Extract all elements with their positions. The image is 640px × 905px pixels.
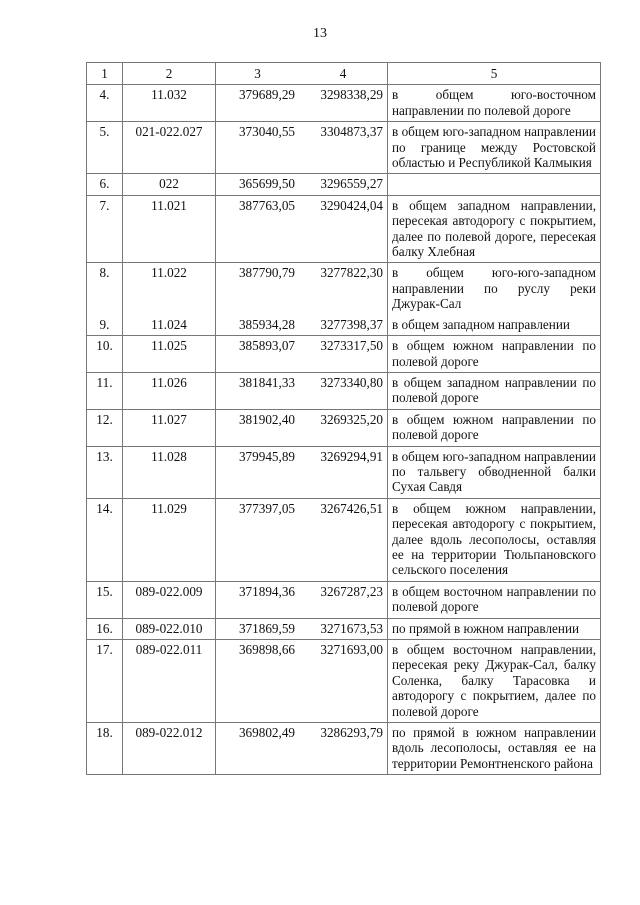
point-id: 11.032 — [123, 85, 216, 122]
boundary-description — [388, 174, 601, 195]
coordinate-y: 3269325,20 — [299, 409, 388, 446]
boundary-description: в общем южном направлении по полевой дороге — [388, 336, 601, 373]
point-id: 11.029 — [123, 498, 216, 581]
boundary-description: в общем западном направлении, пересекая автодорогу с покрытием, далее по полевой дороге, пересекая балку Хлебная — [388, 195, 601, 263]
point-id: 089-022.009 — [123, 581, 216, 618]
page-number: 13 — [313, 26, 327, 41]
table-header-row — [87, 63, 601, 85]
boundary-description: в общем южном направлении, пересекая автодорогу с покрытием, далее вдоль лесополосы, оставляя ее на территории Тюльпановского сельского поселения — [388, 498, 601, 581]
coordinate-y: 3296559,27 — [299, 174, 388, 195]
table-row — [87, 640, 601, 723]
boundary-description: в общем юго-западном направлении по тальвегу обводненной балки Сухая Савдя — [388, 446, 601, 498]
column-header: 3 — [216, 63, 300, 85]
table-row — [87, 409, 601, 446]
coordinate-y: 3269294,91 — [299, 446, 388, 498]
boundary-description: в общем западном направлении — [388, 315, 601, 336]
row-number: 18. — [87, 723, 123, 775]
coordinate-y: 3267426,51 — [299, 498, 388, 581]
table-row — [87, 263, 601, 315]
coordinate-x: 381902,40 — [216, 409, 300, 446]
point-id: 089-022.010 — [123, 618, 216, 639]
column-header: 1 — [87, 63, 123, 85]
coordinate-y: 3277398,37 — [299, 315, 388, 336]
coordinate-x: 373040,55 — [216, 122, 300, 174]
coordinate-x: 387790,79 — [216, 263, 300, 315]
point-id: 021-022.027 — [123, 122, 216, 174]
row-number: 14. — [87, 498, 123, 581]
boundary-description: в общем западном направлении по полевой дороге — [388, 372, 601, 409]
coordinate-y: 3298338,29 — [299, 85, 388, 122]
table-row — [87, 174, 601, 195]
row-number: 11. — [87, 372, 123, 409]
point-id: 089-022.012 — [123, 723, 216, 775]
boundary-description: в общем южном направлении по полевой дороге — [388, 409, 601, 446]
point-id: 11.024 — [123, 315, 216, 336]
table-body — [87, 85, 601, 775]
coordinate-y: 3273340,80 — [299, 372, 388, 409]
row-number: 15. — [87, 581, 123, 618]
row-number: 10. — [87, 336, 123, 373]
coordinate-x: 381841,33 — [216, 372, 300, 409]
boundary-description: в общем восточном направлении, пересекая реку Джурак-Сал, балку Соленка, балку Тарасовка и автодорогу с покрытием, далее по полевой дороге — [388, 640, 601, 723]
row-number: 12. — [87, 409, 123, 446]
table-row — [87, 446, 601, 498]
boundary-description: в общем восточном направлении по полевой дороге — [388, 581, 601, 618]
point-id: 089-022.011 — [123, 640, 216, 723]
coordinate-x: 371869,59 — [216, 618, 300, 639]
point-id: 11.026 — [123, 372, 216, 409]
point-id: 11.027 — [123, 409, 216, 446]
coordinate-x: 387763,05 — [216, 195, 300, 263]
boundary-points-table — [86, 62, 601, 775]
boundary-description: в общем юго-юго-западном направлении по руслу реки Джурак-Сал — [388, 263, 601, 315]
point-id: 11.025 — [123, 336, 216, 373]
coordinate-x: 377397,05 — [216, 498, 300, 581]
table-row — [87, 195, 601, 263]
coordinate-y: 3273317,50 — [299, 336, 388, 373]
point-id: 11.022 — [123, 263, 216, 315]
row-number: 17. — [87, 640, 123, 723]
row-number: 6. — [87, 174, 123, 195]
table-row — [87, 581, 601, 618]
coordinate-x: 365699,50 — [216, 174, 300, 195]
row-number: 8. — [87, 263, 123, 315]
row-number: 9. — [87, 315, 123, 336]
table-row — [87, 618, 601, 639]
table-row — [87, 336, 601, 373]
coordinate-x: 369898,66 — [216, 640, 300, 723]
coordinate-x: 371894,36 — [216, 581, 300, 618]
point-id: 11.028 — [123, 446, 216, 498]
coordinate-x: 379689,29 — [216, 85, 300, 122]
point-id: 11.021 — [123, 195, 216, 263]
boundary-description: по прямой в южном направлении — [388, 618, 601, 639]
row-number: 5. — [87, 122, 123, 174]
coordinate-y: 3286293,79 — [299, 723, 388, 775]
table-row — [87, 315, 601, 336]
coordinate-y: 3271673,53 — [299, 618, 388, 639]
coordinate-x: 369802,49 — [216, 723, 300, 775]
coordinate-x: 385934,28 — [216, 315, 300, 336]
boundary-description: в общем юго-западном направлении по границе между Ростовской областью и Республикой Калмыкия — [388, 122, 601, 174]
column-header: 2 — [123, 63, 216, 85]
row-number: 7. — [87, 195, 123, 263]
coordinate-y: 3277822,30 — [299, 263, 388, 315]
boundary-description: в общем юго-восточном направлении по полевой дороге — [388, 85, 601, 122]
coordinate-y: 3271693,00 — [299, 640, 388, 723]
table-row — [87, 85, 601, 122]
column-header: 5 — [388, 63, 601, 85]
row-number: 16. — [87, 618, 123, 639]
point-id: 022 — [123, 174, 216, 195]
table-row — [87, 498, 601, 581]
table-row — [87, 122, 601, 174]
coordinate-y: 3267287,23 — [299, 581, 388, 618]
column-header: 4 — [299, 63, 388, 85]
coordinate-x: 385893,07 — [216, 336, 300, 373]
coordinate-y: 3290424,04 — [299, 195, 388, 263]
coordinate-x: 379945,89 — [216, 446, 300, 498]
table-row — [87, 723, 601, 775]
row-number: 13. — [87, 446, 123, 498]
table-row — [87, 372, 601, 409]
row-number: 4. — [87, 85, 123, 122]
coordinate-y: 3304873,37 — [299, 122, 388, 174]
boundary-description: по прямой в южном направлении вдоль лесополосы, оставляя ее на территории Ремонтненского района — [388, 723, 601, 775]
